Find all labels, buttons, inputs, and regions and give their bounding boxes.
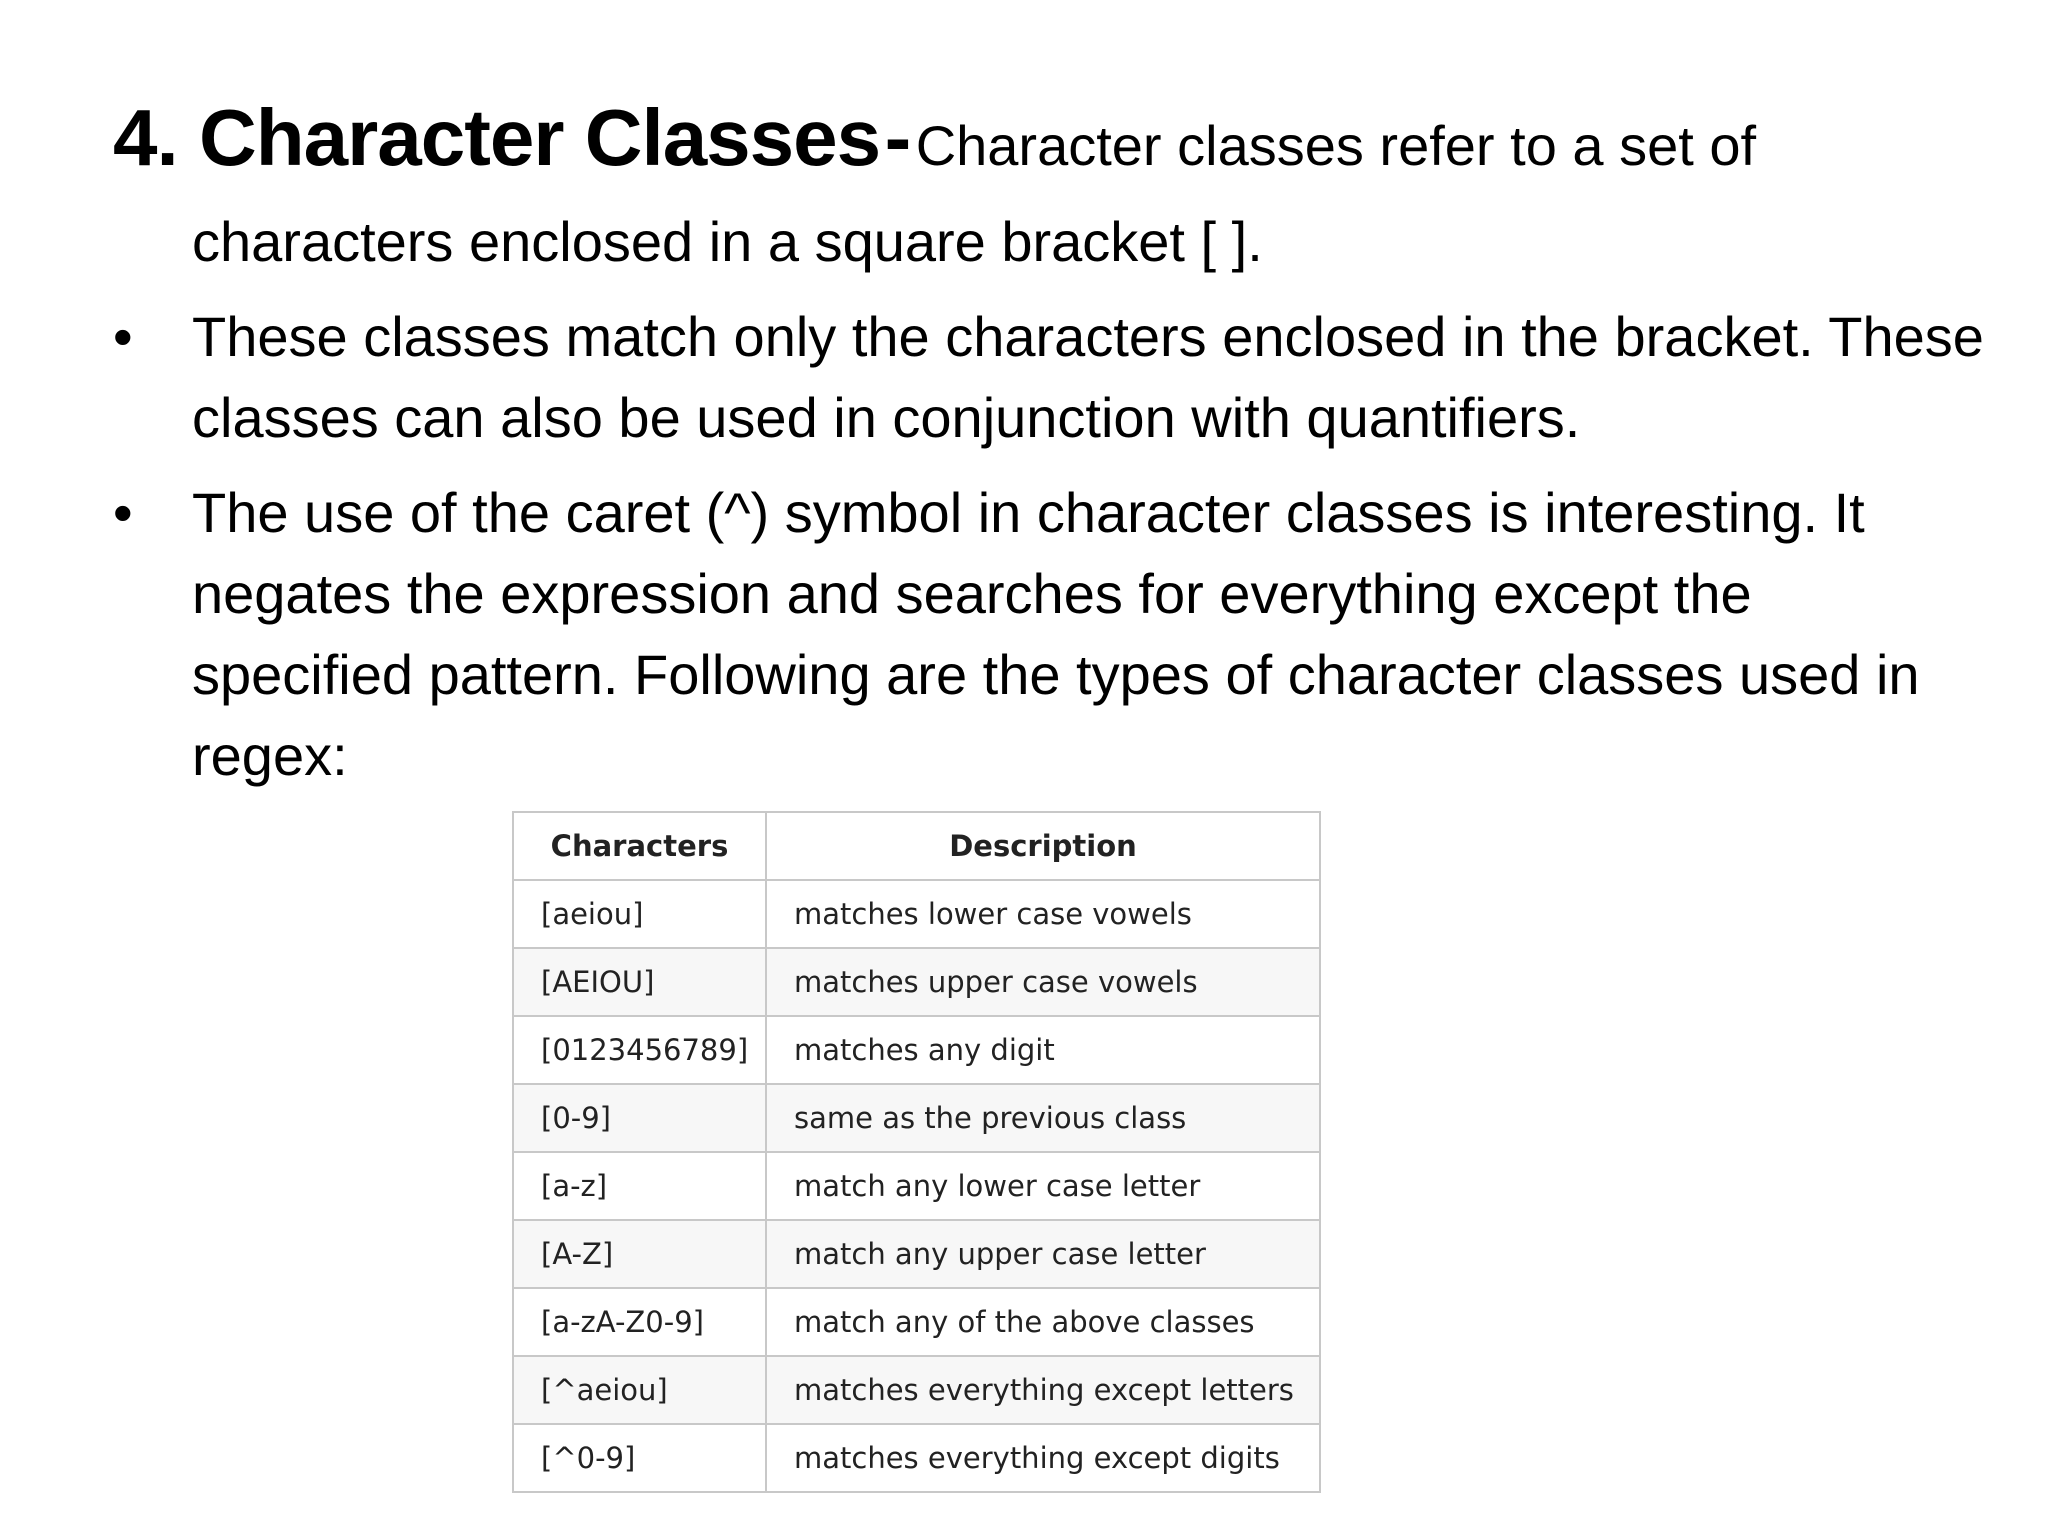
table-cell-characters: [a-z]: [513, 1152, 766, 1220]
table-header-description: Description: [766, 812, 1320, 880]
table-cell-description: match any lower case letter: [766, 1152, 1320, 1220]
heading-separator: -: [884, 93, 912, 182]
table-cell-characters: [a-zA-Z0-9]: [513, 1288, 766, 1356]
table-cell-description: matches everything except letters: [766, 1356, 1320, 1424]
table-cell-characters: [AEIOU]: [513, 948, 766, 1016]
bullet-text: These classes match only the characters enclosed in the bracket. These classes can also be used in conjunction with quantifiers.: [192, 305, 1984, 449]
bullet-item: [0, 472, 2048, 796]
table-header-row: [513, 812, 1320, 880]
table-cell-characters: [A-Z]: [513, 1220, 766, 1288]
table-cell-characters: [0-9]: [513, 1084, 766, 1152]
bullet-list: [0, 296, 2048, 810]
table-row: [513, 1356, 1320, 1424]
table-row: [513, 948, 1320, 1016]
table-cell-characters: [^aeiou]: [513, 1356, 766, 1424]
table-cell-description: match any upper case letter: [766, 1220, 1320, 1288]
bullet-dot-icon: •: [113, 305, 133, 368]
slide-heading: [113, 88, 1963, 211]
character-classes-table-container: [512, 811, 1319, 1493]
table-row: [513, 1016, 1320, 1084]
table-cell-characters: [0123456789]: [513, 1016, 766, 1084]
table-cell-description: matches lower case vowels: [766, 880, 1320, 948]
heading-description-continuation: characters enclosed in a square bracket [ ].: [192, 210, 1263, 273]
table-row: [513, 1152, 1320, 1220]
bullet-dot-icon: •: [113, 481, 133, 544]
heading-title: 4. Character Classes: [113, 93, 881, 182]
heading-description: Character classes refer to a set of: [915, 114, 1757, 177]
table-cell-description: same as the previous class: [766, 1084, 1320, 1152]
bullet-item: [0, 296, 2048, 458]
table-row: [513, 1424, 1320, 1492]
table-cell-description: match any of the above classes: [766, 1288, 1320, 1356]
table-cell-description: matches everything except digits: [766, 1424, 1320, 1492]
table-row: [513, 1288, 1320, 1356]
table-cell-description: matches upper case vowels: [766, 948, 1320, 1016]
table-row: [513, 880, 1320, 948]
table-cell-description: matches any digit: [766, 1016, 1320, 1084]
table-row: [513, 1220, 1320, 1288]
bullet-text: The use of the caret (^) symbol in character classes is interesting. It negates the expression and searches for everything except the specified pattern. Following are the types of character classes used in regex:: [192, 481, 1920, 787]
table-row: [513, 1084, 1320, 1152]
character-classes-table: [512, 811, 1321, 1493]
table-cell-characters: [aeiou]: [513, 880, 766, 948]
table-cell-characters: [^0-9]: [513, 1424, 766, 1492]
table-header-characters: Characters: [513, 812, 766, 880]
